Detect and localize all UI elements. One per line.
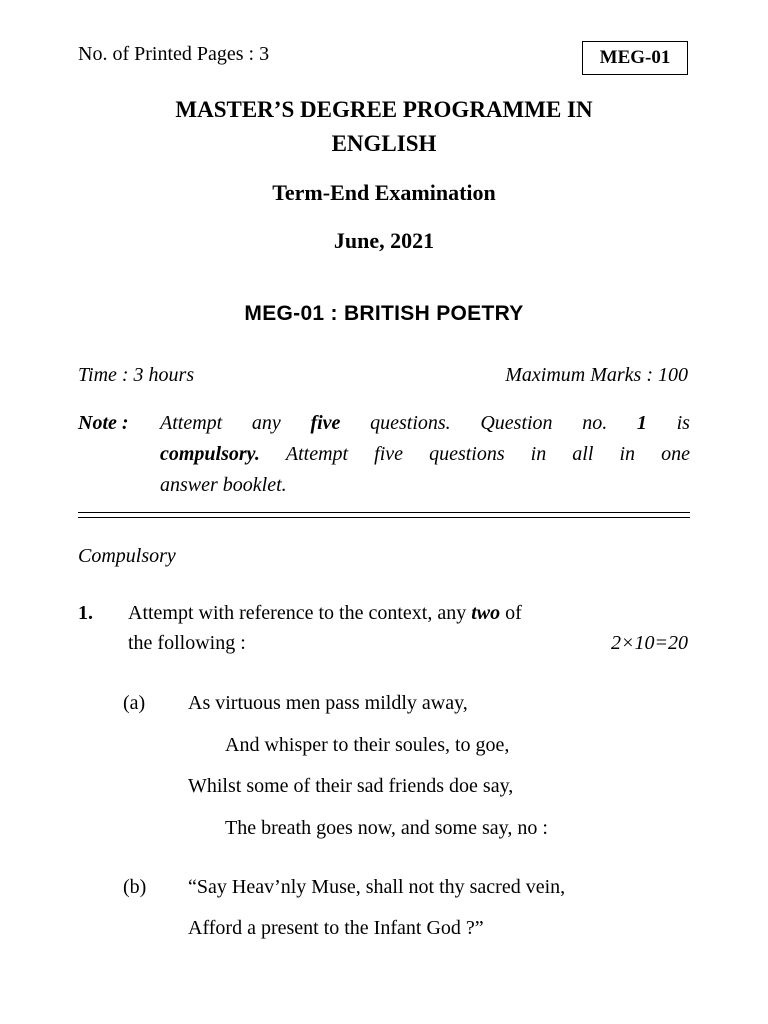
programme-title-line1: MASTER’S DEGREE PROGRAMME IN: [175, 97, 593, 122]
section-heading: Compulsory: [78, 545, 176, 567]
note-word: in: [530, 443, 547, 465]
note-word: Question: [480, 412, 553, 434]
part-a-label: (a): [123, 692, 146, 714]
note-word-bold: compulsory.: [160, 443, 260, 465]
time-allowed: Time : 3 hours: [78, 364, 195, 386]
note-word: in: [619, 443, 636, 465]
part-b-label: (b): [123, 876, 147, 898]
question-text: Attempt with reference to the context, any: [128, 602, 472, 624]
divider-top: [78, 512, 690, 513]
question-number: 1.: [78, 602, 93, 624]
note-word: one: [661, 443, 690, 465]
note-word: five: [374, 443, 404, 465]
question-text-line1: [128, 602, 522, 625]
note-word: questions: [429, 443, 505, 465]
note-word: Attempt: [285, 443, 349, 465]
maximum-marks: Maximum Marks : 100: [505, 364, 688, 386]
note-label: Note :: [78, 412, 129, 434]
note-line-1: [160, 412, 690, 435]
question-text: of: [500, 602, 522, 624]
programme-title-line2: ENGLISH: [331, 131, 437, 156]
part-a-verse-line: The breath goes now, and some say, no :: [225, 817, 548, 839]
exam-name: Term-End Examination: [272, 180, 496, 205]
part-a-verse-line: As virtuous men pass mildly away,: [188, 692, 468, 714]
exam-date: June, 2021: [333, 228, 435, 253]
part-b-verse-line: “Say Heav’nly Muse, shall not thy sacred vein,: [188, 876, 566, 898]
part-a-verse-line: And whisper to their soules, to goe,: [225, 734, 510, 756]
divider-bottom: [78, 517, 690, 518]
note-word: Attempt: [160, 412, 223, 434]
part-a-verse-line: Whilst some of their sad friends doe say,: [188, 775, 514, 797]
note-word-bold: 1: [636, 412, 647, 434]
note-word: no.: [582, 412, 608, 434]
note-line-2: [160, 443, 690, 466]
printed-pages-count: No. of Printed Pages : 3: [78, 43, 270, 65]
question-marks: 2×10=20: [611, 632, 688, 654]
course-title: MEG-01 : BRITISH POETRY: [244, 302, 524, 325]
note-line-3: answer booklet.: [160, 474, 287, 496]
note-word: is: [676, 412, 690, 434]
note-word: all: [572, 443, 594, 465]
part-b-verse-line: Afford a present to the Infant God ?”: [188, 917, 484, 939]
note-word: any: [251, 412, 281, 434]
note-word: questions.: [370, 412, 451, 434]
question-text-line2: the following :: [128, 632, 246, 654]
note-word-bold: five: [310, 412, 341, 434]
question-text-emphasis: two: [471, 602, 501, 624]
course-code-box: MEG-01: [582, 41, 688, 75]
